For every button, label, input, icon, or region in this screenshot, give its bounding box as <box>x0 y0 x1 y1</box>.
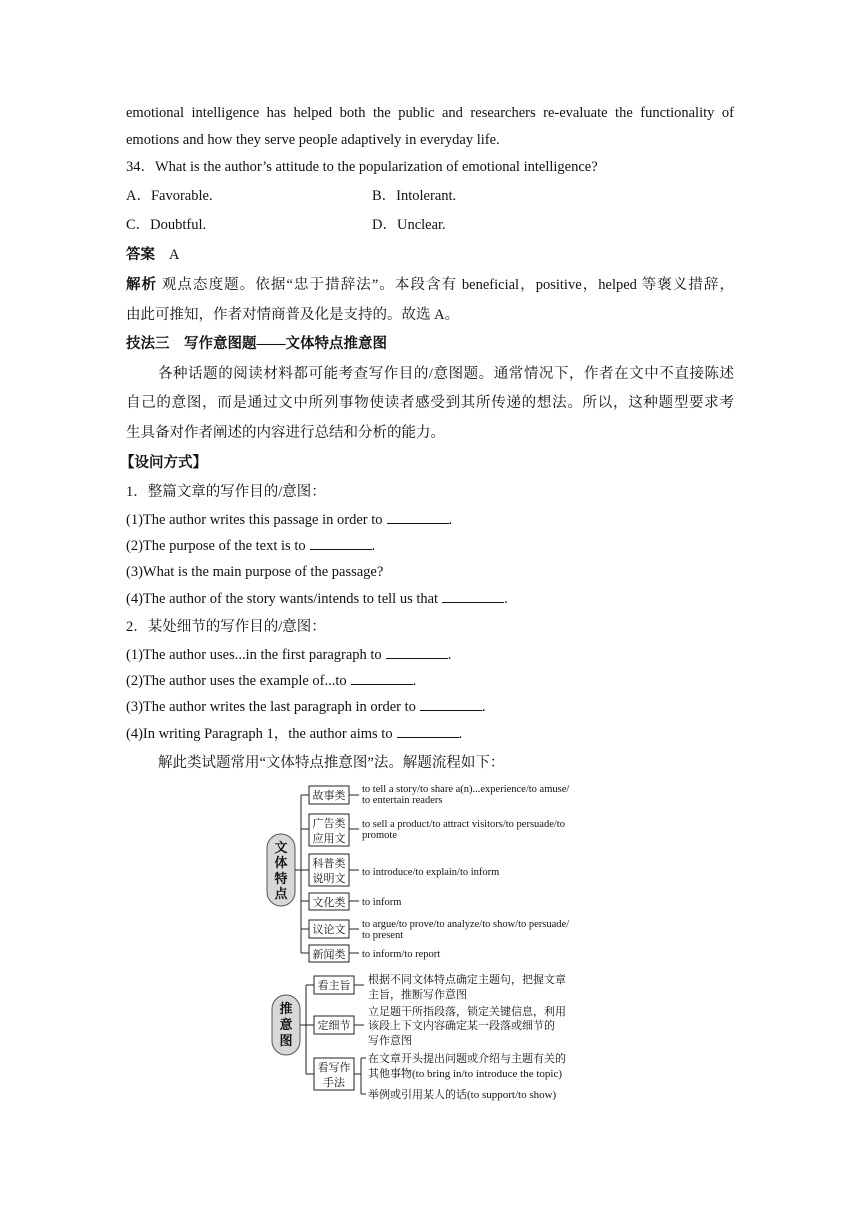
option-c: C．Doubtful. <box>126 217 207 233</box>
analysis-line: 由此可推知，作者对情商普及化是支持的。故选 A。 <box>126 307 460 323</box>
group2-item: (3)The author writes the last paragraph in order to . <box>126 699 486 715</box>
genre-box-label: 议论文 <box>312 924 346 936</box>
group2-title: 2．某处细节的写作目的/意图： <box>126 619 326 635</box>
group2-item: (1)The author uses...in the first paragraph to . <box>126 647 452 663</box>
step-desc: 该段上下文内容确定某一段落或细节的 <box>368 1020 555 1032</box>
step-desc: 写作意图 <box>368 1035 412 1047</box>
group2-item: (2)The author uses the example of...to . <box>126 673 417 689</box>
section-paragraph-line: 自己的意图，而是通过文中所列事物使读者感受到其所传递的想法。所以，这种题型要求考 <box>126 395 734 411</box>
step-box-label: 定细节 <box>317 1020 351 1032</box>
step-desc: 根据不同文体特点确定主题句，把握文章 <box>368 974 566 986</box>
question-style-heading: 【设问方式】 <box>120 455 207 471</box>
intent-group-label-char: 推 <box>279 1001 293 1016</box>
genre-box-label: 文化类 <box>312 897 346 909</box>
answer-label: 答案 <box>126 247 155 263</box>
group1-item: (1)The author writes this passage in order to . <box>126 512 453 528</box>
genre-desc: to entertain readers <box>362 795 443 806</box>
group2-item: (4)In writing Paragraph 1，the author aims to . <box>126 726 463 742</box>
passage-line: emotions and how they serve people adaptively in everyday life. <box>126 132 500 148</box>
analysis-label: 解析 <box>126 277 158 293</box>
step-box-label: 看写作 <box>317 1062 351 1074</box>
sub-step-desc: 其他事物(to bring in/to introduce the topic) <box>368 1068 562 1080</box>
section-paragraph-line: 生具备对作者阐述的内容进行总结和分析的能力。 <box>126 425 445 441</box>
genre-group-label-char: 文 <box>274 840 288 855</box>
passage-line: emotional intelligence has helped both the public and researchers re-evaluate the functionality of <box>126 105 734 121</box>
genre-desc: promote <box>362 830 397 841</box>
genre-box-label: 应用文 <box>312 833 346 845</box>
sub-step-desc: 举例或引用某人的话(to support/to show) <box>368 1089 557 1101</box>
genre-desc: to sell a product/to attract visitors/to persuade/to <box>362 819 565 830</box>
section-paragraph-line: 各种话题的阅读材料都可能考查写作目的/意图题。通常情况下，作者在文中不直接陈述 <box>158 366 734 382</box>
step-desc: 主旨，推断写作意图 <box>368 989 467 1001</box>
group1-item: (2)The purpose of the text is to . <box>126 538 376 554</box>
genre-group-label-char: 体 <box>274 855 288 870</box>
answer-value: A <box>169 247 180 263</box>
option-a: A．Favorable. <box>126 188 213 204</box>
group1-title: 1．整篇文章的写作目的/意图： <box>126 484 326 500</box>
step-box-label: 看主旨 <box>317 980 351 992</box>
intent-group-label-char: 图 <box>279 1033 293 1048</box>
genre-box-label: 广告类 <box>312 818 346 830</box>
sub-step-desc: 在文章开头提出问题或介绍与主题有关的 <box>368 1053 566 1065</box>
question-stem: 34．What is the author’s attitude to the popularization of emotional intelligence? <box>126 159 598 175</box>
option-b: B．Intolerant. <box>372 188 457 204</box>
method-line: 解此类试题常用“文体特点推意图”法。解题流程如下： <box>158 755 505 771</box>
genre-box-label: 新闻类 <box>312 949 346 961</box>
genre-desc: to inform/to report <box>362 949 441 960</box>
group1-item: (3)What is the main purpose of the passage? <box>126 564 384 580</box>
genre-box-label: 故事类 <box>312 790 346 802</box>
intent-group-label-char: 意 <box>279 1017 293 1032</box>
genre-desc: to inform <box>362 897 402 908</box>
genre-box-label: 说明文 <box>312 873 346 885</box>
genre-desc: to present <box>362 930 404 941</box>
genre-box-label: 科普类 <box>312 858 346 870</box>
group1-item: (4)The author of the story wants/intends to tell us that . <box>126 591 508 607</box>
genre-group-label-char: 点 <box>274 886 288 901</box>
option-d: D．Unclear. <box>372 217 446 233</box>
genre-desc: to tell a story/to share a(n)...experience/to amuse/ <box>362 784 570 795</box>
genre-desc: to introduce/to explain/to inform <box>362 867 500 878</box>
genre-desc: to argue/to prove/to analyze/to show/to persuade/ <box>362 919 570 930</box>
step-box-label: 手法 <box>323 1077 345 1089</box>
step-desc: 立足题干所指段落，锁定关键信息，利用 <box>368 1006 566 1018</box>
section-title: 技法三 写作意图题——文体特点推意图 <box>126 336 387 352</box>
genre-group-label-char: 特 <box>274 871 288 886</box>
analysis-text: 观点态度题。依据“忠于措辞法”。本段含有 beneficial，positive，helped 等褒义措辞， <box>161 277 735 293</box>
